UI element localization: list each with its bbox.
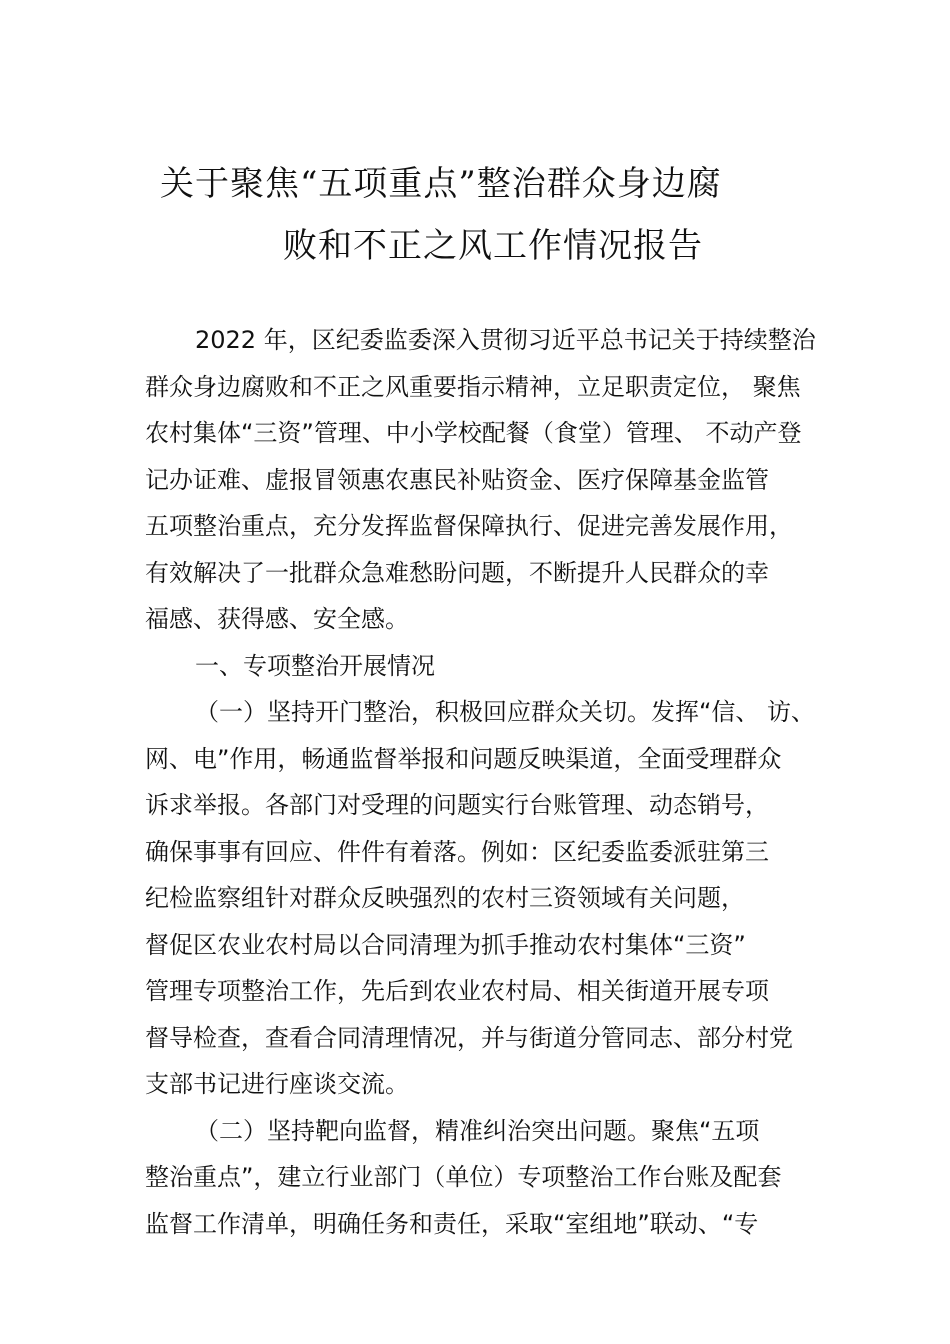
body-line-9: （一）坚持开门整治，积极回应群众关切。发挥“信、 访、: [195, 698, 816, 726]
body-line-6: 有效解决了一批群众急难愁盼问题，不断提升人民群众的幸: [145, 558, 769, 587]
body-line-17: 支部书记进行座谈交流。: [145, 1070, 409, 1098]
body-line-1: 2022 年，区纪委监委深入贯彻习近平总书记关于持续整治: [195, 326, 816, 354]
body-line-11: 诉求举报。各部门对受理的问题实行台账管理、动态销号，: [145, 791, 769, 819]
body-line-3: 农村集体“三资”管理、中小学校配餐（食堂）管理、 不动产登: [145, 419, 802, 447]
body-line-12: 确保事事有回应、件件有着落。例如：区纪委监委派驻第三: [145, 837, 769, 866]
body-line-14: 督促区农业农村局以合同清理为抓手推动农村集体“三资”: [145, 930, 746, 959]
body-line-7: 福感、获得感、安全感。: [145, 605, 409, 633]
report-title-line-2: 败和不正之风工作情况报告: [283, 226, 703, 266]
body-line-5: 五项整治重点，充分发挥监督保障执行、促进完善发展作用，: [145, 512, 793, 540]
body-line-13: 纪检监察组针对群众反映强烈的农村三资领域有关问题，: [145, 884, 745, 912]
body-line-10: 网、电”作用，畅通监督举报和问题反映渠道，全面受理群众: [145, 744, 782, 773]
body-line-19: 整治重点”，建立行业部门（单位）专项整治工作台账及配套: [145, 1163, 782, 1191]
report-body: [145, 317, 835, 1247]
body-line-18: （二）坚持靶向监督，精准纠治突出问题。聚焦“五项: [195, 1116, 760, 1145]
body-line-2: 群众身边腐败和不正之风重要指示精神，立足职责定位， 聚焦: [145, 372, 801, 401]
section-heading-1: 一、专项整治开展情况: [195, 651, 435, 680]
body-line-4: 记办证难、虚报冒领惠农惠民补贴资金、医疗保障基金监管: [145, 465, 769, 494]
report-title-line-1: 关于聚焦“五项重点”整治群众身边腐: [160, 164, 722, 204]
body-line-15: 管理专项整治工作，先后到农业农村局、相关街道开展专项: [145, 977, 769, 1005]
body-line-16: 督导检查，查看合同清理情况，并与街道分管同志、部分村党: [145, 1023, 793, 1052]
body-line-20: 监督工作清单，明确任务和责任，采取“室组地”联动、“专: [145, 1209, 759, 1238]
